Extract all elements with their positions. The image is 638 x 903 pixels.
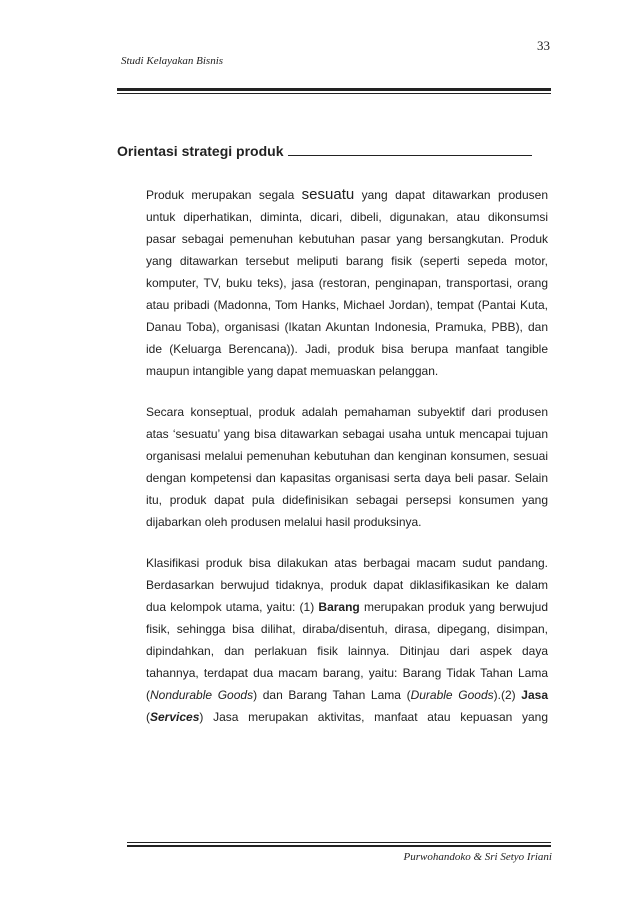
section-heading-text: Orientasi strategi produk	[117, 143, 284, 159]
footer-rule	[127, 842, 551, 847]
running-title: Studi Kelayakan Bisnis	[121, 55, 224, 67]
term-nondurable-goods: Nondurable Goods	[150, 688, 254, 702]
text-span: ) Jasa merupakan aktivitas, manfaat atau kepuasan yang	[199, 710, 548, 724]
body-text	[146, 184, 548, 747]
footer-author: Purwohandoko & Sri Setyo Iriani	[403, 851, 552, 863]
text-span: Produk merupakan segala	[146, 188, 302, 202]
header-rule	[117, 88, 551, 94]
text-span: (	[146, 710, 150, 724]
term-barang: Barang	[318, 600, 360, 614]
term-durable-goods: Durable Goods	[410, 688, 494, 702]
page-number: 33	[537, 38, 550, 53]
text-span: ) dan Barang Tahan Lama (	[253, 688, 411, 702]
term-services: Services	[150, 710, 200, 724]
paragraph-product-classification	[146, 552, 548, 728]
paragraph-product-concept: Secara konseptual, produk adalah pemahaman subyektif dari produsen atas ‘sesuatu’ yang bisa ditawarkan sebagai usaha untuk mencapai tujuan organisasi melalui pemenuhan kebutuhan dan kenginan konsumen, sesuai dengan kompetensi dan kapasitas organisasi serta daya beli pasar. Selain itu, produk dapat pula didefinisikan sebagai persepsi konsumen yang dijabarkan oleh produsen melalui hasil produksinya.	[146, 405, 548, 529]
term-jasa: Jasa	[521, 688, 548, 702]
text-span-large: sesuatu	[301, 186, 355, 203]
paragraph-product-definition	[146, 184, 548, 382]
section-heading	[117, 143, 532, 159]
text-span: ).(2)	[493, 688, 522, 702]
text-span: merupakan produk yang berwujud fisik, sehingga bisa dilihat, diraba/disentuh, dirasa, dipegang, disimpan, dipindahkan, dan perlakuan fisik lainnya. Ditinjau dari aspek daya tahannya, terdapat dua macam barang, yaitu: Barang Tidak Tahan Lama (	[146, 600, 548, 702]
text-span: Klasifikasi produk bisa dilakukan atas berbagai macam sudut pandang. Berdasarkan berwujud tidaknya, produk dapat diklasifikasikan ke dalam dua kelompok utama, yaitu: (1)	[146, 556, 548, 614]
heading-underline	[288, 155, 532, 156]
text-span: yang dapat ditawarkan produsen untuk diperhatikan, diminta, dicari, dibeli, digunakan, atau dikonsumsi pasar sebagai pemenuhan kebutuhan pasar yang bersangkutan. Produk yang ditawarkan tersebut meliputi barang fisik (seperti sepeda motor, komputer, TV, buku teks), jasa (restoran, penginapan, transportasi, orang atau pribadi (Madonna, Tom Hanks, Michael Jordan), tempat (Pantai Kuta, Danau Toba), organisasi (Ikatan Akuntan Indonesia, Pramuka, PBB), dan ide (Keluarga Berencana)). Jadi, produk bisa berupa manfaat tangible maupun intangible yang dapat memuaskan pelanggan.	[146, 188, 548, 378]
